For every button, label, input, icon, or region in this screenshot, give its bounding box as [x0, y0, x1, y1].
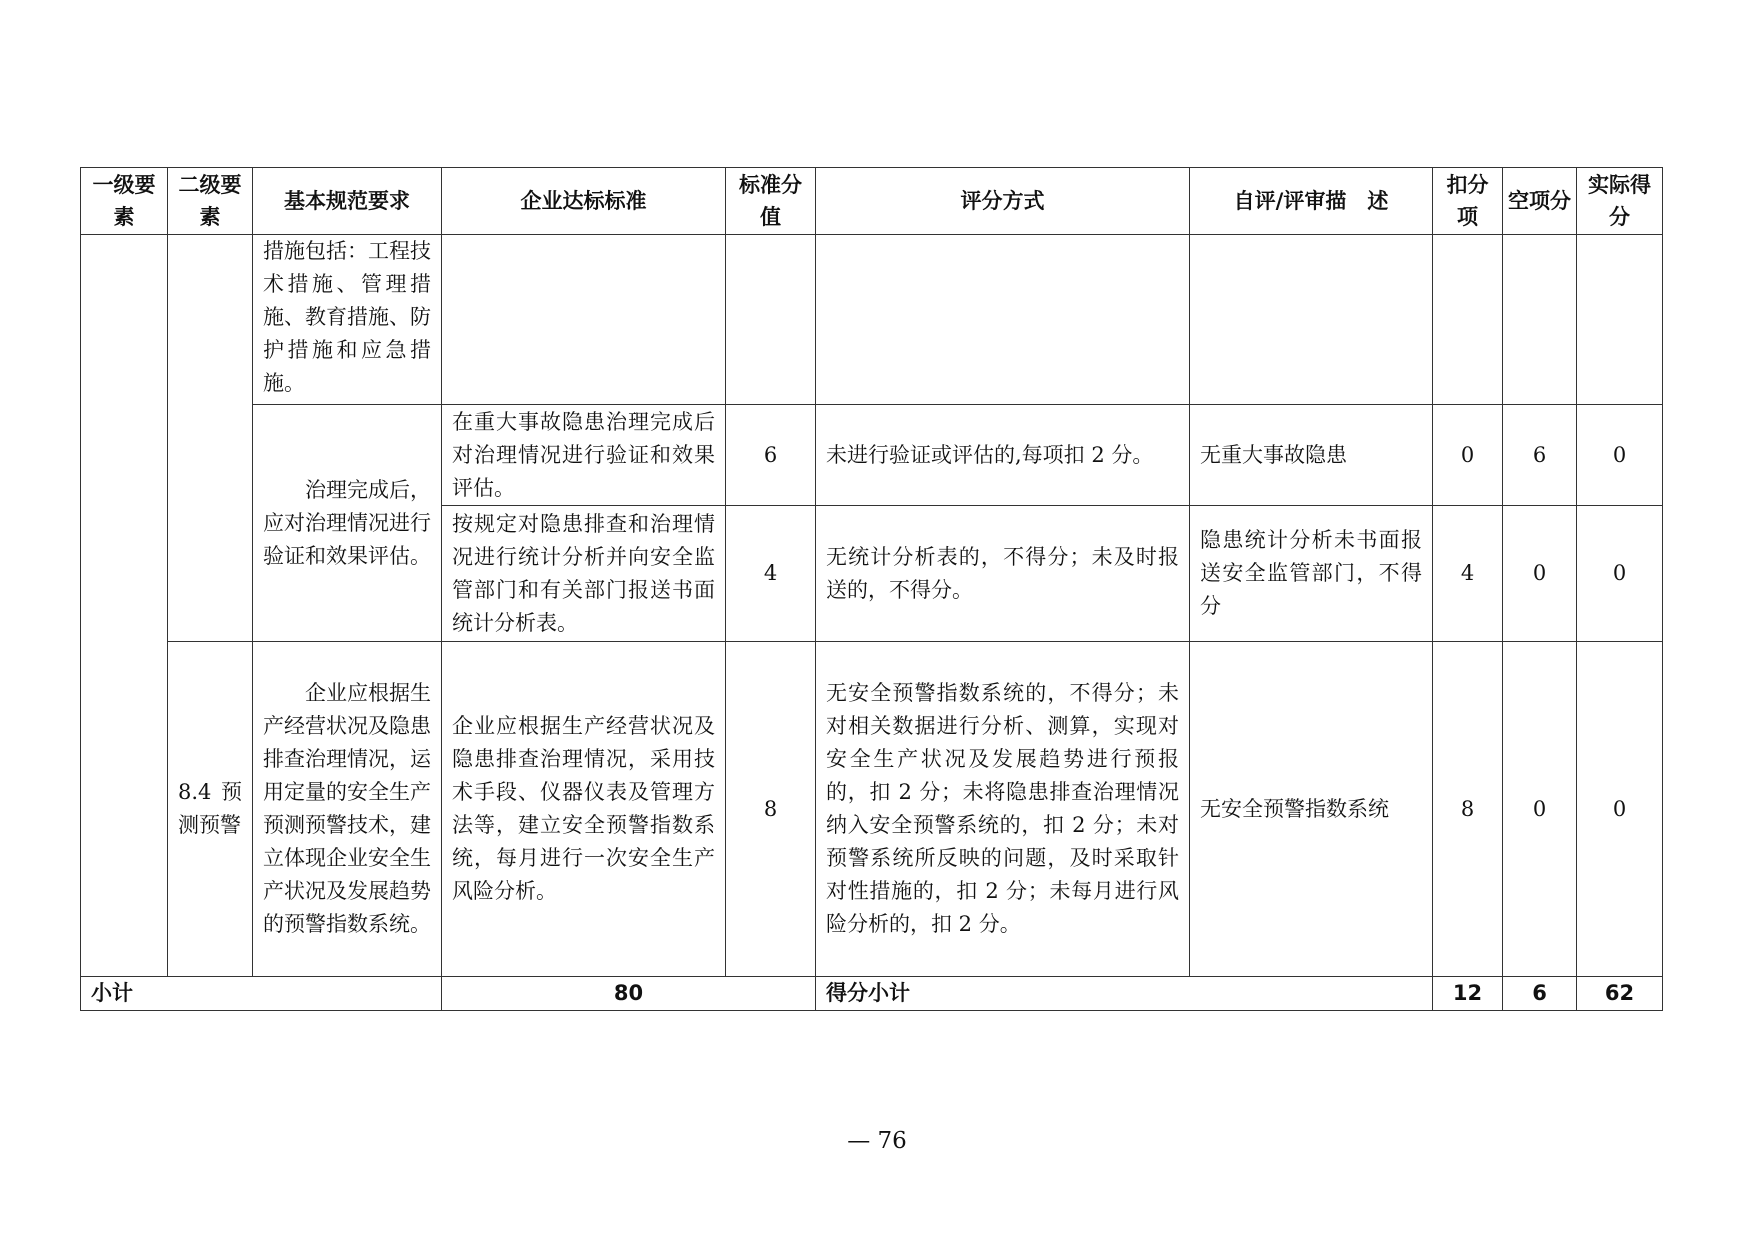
actual-cell: 0: [1577, 405, 1663, 506]
header-standard-score: 标准分值: [726, 168, 816, 235]
actual-cell: [1577, 235, 1663, 405]
table-row: [81, 642, 1663, 977]
page-number: — 76: [847, 1128, 907, 1154]
basic-requirement-cell: 措施包括：工程技术措施、管理措施、教育措施、防护措施和应急措施。: [253, 235, 442, 405]
self-eval-cell: 无安全预警指数系统: [1190, 642, 1433, 977]
blank-cell: 0: [1503, 642, 1577, 977]
evaluation-table: [80, 167, 1663, 1011]
std-score-cell: [726, 235, 816, 405]
header-scoring-method: 评分方式: [816, 168, 1190, 235]
level2-cell: 8.4预测预警: [168, 642, 253, 977]
subtotal-label: 小计: [81, 977, 442, 1011]
table-header-row: [81, 168, 1663, 235]
scoring-cell: 未进行验证或评估的,每项扣 2 分。: [816, 405, 1190, 506]
header-actual-score: 实际得分: [1577, 168, 1663, 235]
header-blank-score: 空项分: [1503, 168, 1577, 235]
blank-cell: 0: [1503, 506, 1577, 642]
scoring-cell: 无安全预警指数系统的，不得分；未对相关数据进行分析、测算，实现对安全生产状况及发展趋势进行预报的，扣 2 分；未将隐患排查治理情况纳入安全预警系统的，扣 2 分；未对预警系统所反映的问题，及时采取针对性措施的，扣 2 分；未每月进行风险分析的，扣 2 分。: [816, 642, 1190, 977]
level1-cell: [81, 235, 168, 977]
basic-requirement-cell: 企业应根据生产经营状况及隐患排查治理情况，运用定量的安全生产预测预警技术，建立体现企业安全生产状况及发展趋势的预警指数系统。: [253, 642, 442, 977]
self-eval-cell: 无重大事故隐患: [1190, 405, 1433, 506]
deduct-cell: 4: [1433, 506, 1503, 642]
deduct-cell: [1433, 235, 1503, 405]
self-eval-cell: 隐患统计分析未书面报送安全监管部门，不得分: [1190, 506, 1433, 642]
header-level1: 一级要素: [81, 168, 168, 235]
blank-cell: [1503, 235, 1577, 405]
level2-cell: [168, 235, 253, 642]
scoring-cell: 无统计分析表的，不得分；未及时报送的，不得分。: [816, 506, 1190, 642]
header-deduction: 扣分项: [1433, 168, 1503, 235]
actual-cell: 0: [1577, 506, 1663, 642]
header-basic-requirement: 基本规范要求: [253, 168, 442, 235]
subtotal-row: [81, 977, 1663, 1011]
standard-cell: 在重大事故隐患治理完成后对治理情况进行验证和效果评估。: [442, 405, 726, 506]
std-score-cell: 8: [726, 642, 816, 977]
scoring-cell: [816, 235, 1190, 405]
actual-cell: 0: [1577, 642, 1663, 977]
header-self-evaluation: 自评/评审描 述: [1190, 168, 1433, 235]
std-score-cell: 4: [726, 506, 816, 642]
table-row: [81, 235, 1663, 405]
subtotal-score-label: 得分小计: [816, 977, 1433, 1011]
basic-requirement-cell: 治理完成后，应对治理情况进行验证和效果评估。: [253, 405, 442, 642]
header-level2: 二级要素: [168, 168, 253, 235]
blank-cell: 6: [1503, 405, 1577, 506]
std-score-cell: 6: [726, 405, 816, 506]
deduct-cell: 0: [1433, 405, 1503, 506]
table-row: [81, 405, 1663, 506]
subtotal-deduct-total: 12: [1433, 977, 1503, 1011]
standard-cell: [442, 235, 726, 405]
self-eval-cell: [1190, 235, 1433, 405]
standard-cell: 按规定对隐患排查和治理情况进行统计分析并向安全监管部门和有关部门报送书面统计分析表。: [442, 506, 726, 642]
deduct-cell: 8: [1433, 642, 1503, 977]
subtotal-actual-total: 62: [1577, 977, 1663, 1011]
standard-cell: 企业应根据生产经营状况及隐患排查治理情况，采用技术手段、仪器仪表及管理方法等，建立安全预警指数系统，每月进行一次安全生产风险分析。: [442, 642, 726, 977]
subtotal-standard-total: 80: [442, 977, 816, 1011]
header-enterprise-standard: 企业达标标准: [442, 168, 726, 235]
subtotal-blank-total: 6: [1503, 977, 1577, 1011]
